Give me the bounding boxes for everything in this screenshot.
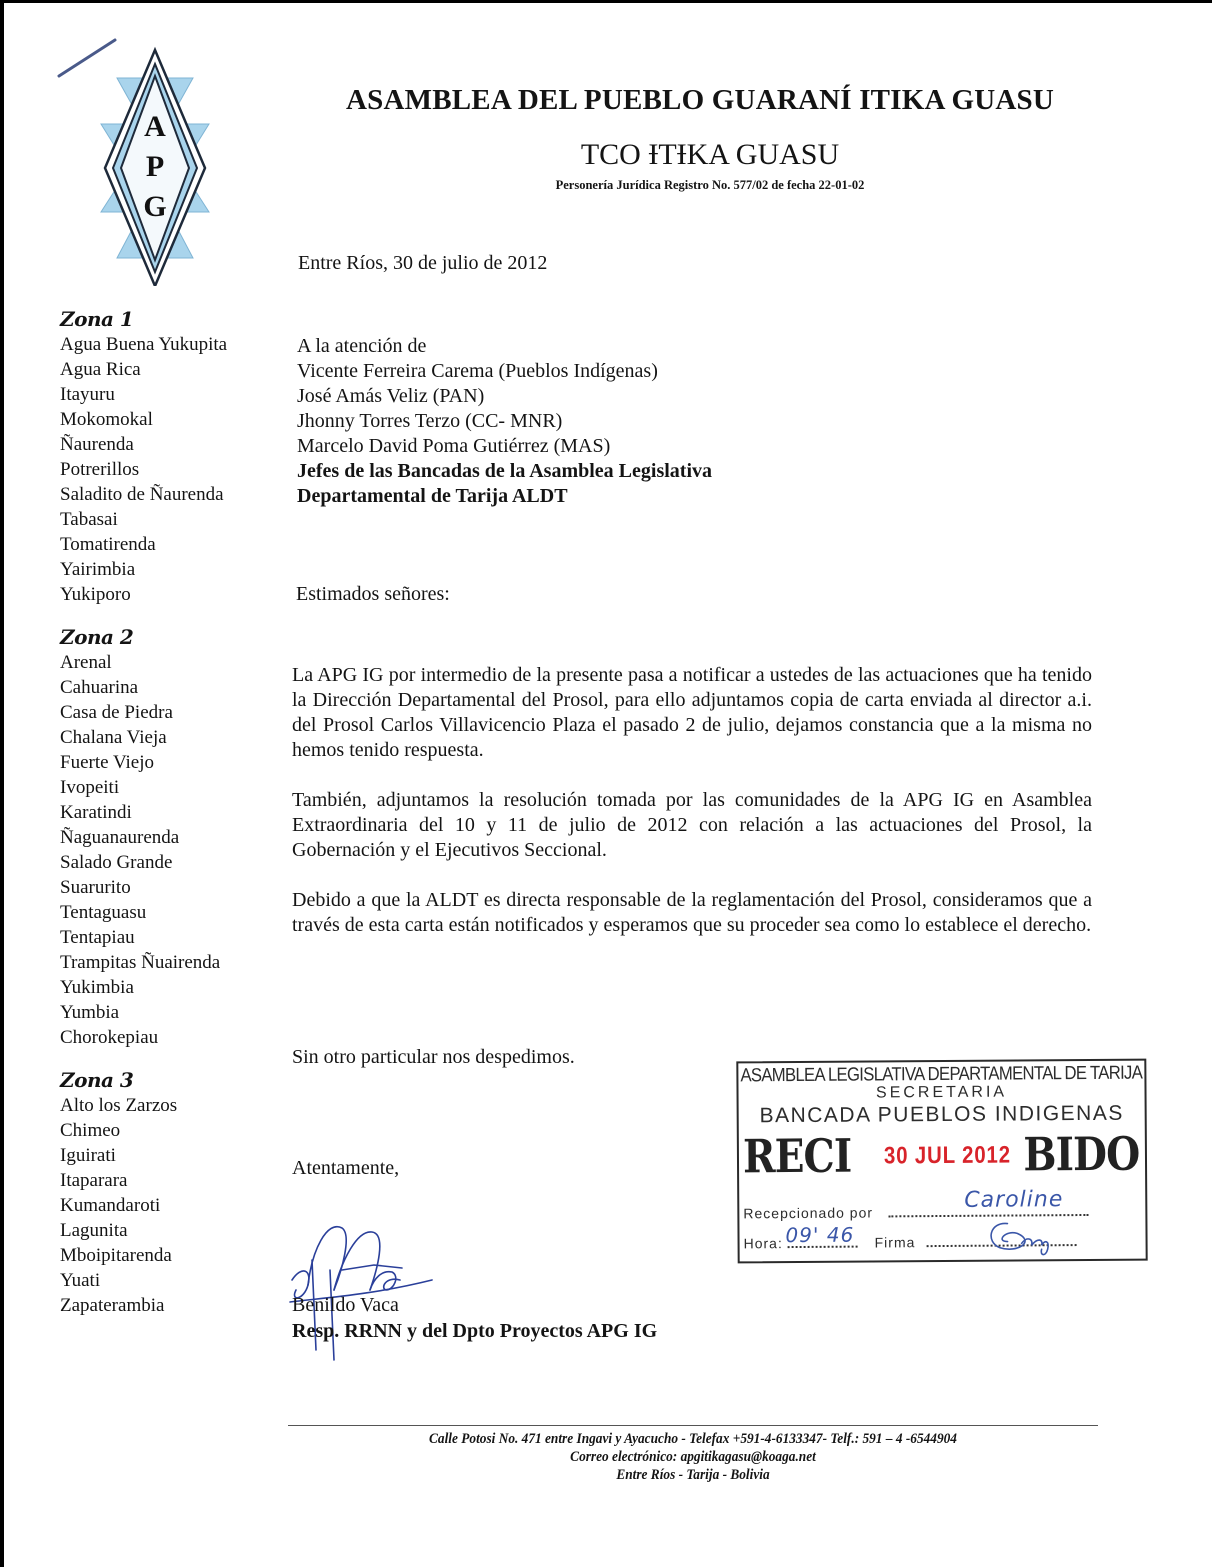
scan-border-left (0, 0, 4, 1567)
footer-email: Correo electrónico: apgitikagasu@koaga.net (570, 1449, 816, 1465)
zone-3 (60, 1067, 280, 1318)
apg-logo (55, 36, 255, 286)
signature-label: Firma (874, 1234, 916, 1251)
community-item: Casa de Piedra (60, 702, 173, 723)
community-sidebar (60, 306, 280, 1335)
recipient-title: Departamental de Tarija ALDT (297, 485, 568, 507)
stamp-date: 30 JUL 2012 (883, 1141, 1011, 1170)
recipient-block (297, 334, 712, 509)
recipient: Jhonny Torres Terzo (CC- MNR) (297, 410, 563, 432)
community-item: Arenal (60, 652, 112, 673)
handwritten-signature (282, 1210, 462, 1370)
community-item: Yuati (60, 1270, 101, 1291)
community-item: Iguirati (60, 1145, 116, 1166)
organization-title: ASAMBLEA DEL PUEBLO GUARANÍ ITIKA GUASU (346, 84, 1054, 116)
footer-address: Calle Potosi No. 471 entre Ingavi y Ayacucho - Telefax +591-4-6133347- Telf.: 591 – 4 -6544904 (429, 1431, 957, 1447)
zone-title: Zona 2 (60, 625, 134, 649)
community-item: Suarurito (60, 877, 131, 898)
time-label: Hora: (743, 1235, 783, 1252)
zone-2 (60, 624, 280, 1050)
community-item: Mboipitarenda (60, 1245, 172, 1266)
zone-2-list (60, 650, 280, 1050)
community-item: Itayuru (60, 384, 115, 405)
stamp-signature (977, 1211, 1077, 1262)
zone-title: Zona 3 (60, 1068, 134, 1092)
stamp-bido: BIDO (1022, 1126, 1140, 1182)
community-item: Yukiporo (60, 584, 131, 605)
recipient: José Amás Veliz (PAN) (297, 385, 485, 407)
stamp-reci: RECI (742, 1128, 852, 1184)
body-paragraph: También, adjuntamos la resolución tomada por las comunidades de la APG IG en Asamblea Extraordinaria del 10 y 11 de julio de 2012 con relación a las actuaciones del Prosol, la Gobernación y el Ejecutivos Seccional. (292, 789, 1092, 861)
community-item: Alto los Zarzos (60, 1095, 178, 1116)
stamp-institution: ASAMBLEA LEGISLATIVA DEPARTAMENTAL DE TARIJA (740, 1062, 1143, 1087)
community-item: Kumandaroti (60, 1195, 161, 1216)
letter-date: Entre Ríos, 30 de julio de 2012 (298, 252, 548, 274)
community-item: Trampitas Ñuairenda (60, 952, 221, 973)
community-item: Cahuarina (60, 677, 139, 698)
community-item: Salado Grande (60, 852, 173, 873)
community-item: Fuerte Viejo (60, 752, 155, 773)
signer-role: Resp. RRNN y del Dpto Proyectos APG IG (292, 1320, 658, 1342)
community-item: Potrerillos (60, 459, 140, 480)
community-item: Mokomokal (60, 409, 153, 430)
community-item: Chalana Vieja (60, 727, 167, 748)
community-item: Tomatirenda (60, 534, 156, 555)
community-item: Tentaguasu (60, 902, 147, 923)
logo-letter-g: G (143, 190, 167, 223)
zone-1-list (60, 332, 280, 607)
zone-1 (60, 306, 280, 607)
letter-body (292, 663, 1092, 963)
community-item: Lagunita (60, 1220, 128, 1241)
community-item: Agua Buena Yukupita (60, 334, 228, 355)
community-item: Chorokepiau (60, 1027, 159, 1048)
greeting: Estimados señores: (296, 583, 450, 605)
stamp-department: SECRETARIA (875, 1083, 1008, 1102)
community-item: Tentapiau (60, 927, 135, 948)
community-item: Zapaterambia (60, 1295, 165, 1316)
scan-border-top (0, 0, 1212, 3)
community-item: Ivopeiti (60, 777, 120, 798)
footer-divider (288, 1425, 1098, 1426)
community-item: Ñaurenda (60, 434, 134, 455)
received-by-label: Recepcionado por (743, 1204, 874, 1222)
logo-letter-a: A (144, 110, 166, 143)
zone-3-list (60, 1093, 280, 1318)
recipient: Marcelo David Poma Gutiérrez (MAS) (297, 435, 611, 457)
organization-subtitle: TCO ƗTƗKA GUASU (580, 138, 840, 171)
regards: Atentamente, (292, 1157, 400, 1179)
community-item: Itaparara (60, 1170, 128, 1191)
community-item: Yukimbia (60, 977, 134, 998)
received-by-handwritten: Caroline (964, 1187, 1064, 1213)
community-item: Ñaguanaurenda (60, 827, 180, 848)
community-item: Agua Rica (60, 359, 141, 380)
community-item: Yumbia (60, 1002, 120, 1023)
recipient-title: Jefes de las Bancadas de la Asamblea Legislativa (297, 460, 713, 482)
zone-title: Zona 1 (60, 307, 134, 331)
community-item: Tabasai (60, 509, 118, 530)
signer-name: Benildo Vaca (292, 1294, 399, 1316)
community-item: Saladito de Ñaurenda (60, 484, 224, 505)
community-item: Chimeo (60, 1120, 121, 1141)
body-paragraph: La APG IG por intermedio de la presente pasa a notificar a ustedes de las actuaciones que ha tenido la Dirección Departamental del Prosol, para ello adjuntamos copia de carta enviada al director a.i. del Prosol Carlos Villavicencio Plaza el pasado 2 de julio, dejamos constancia que a la misma no hemos tenido respuesta. (292, 664, 1092, 761)
community-item: Karatindi (60, 802, 132, 823)
received-stamp (736, 1059, 1147, 1264)
footer-location: Entre Ríos - Tarija - Bolivia (616, 1467, 770, 1483)
legal-registry: Personería Jurídica Registro No. 577/02 de fecha 22-01-02 (555, 178, 865, 192)
community-item: Yairimbia (60, 559, 136, 580)
recipient: Vicente Ferreira Carema (Pueblos Indígenas) (297, 360, 658, 382)
time-handwritten: 09' 46 (785, 1222, 855, 1248)
closing-line: Sin otro particular nos despedimos. (292, 1046, 575, 1068)
body-paragraph: Debido a que la ALDT es directa responsable de la reglamentación del Prosol, consideramos que a través de esta carta están notificados y esperamos que su proceder sea como lo establece el derecho. (292, 889, 1092, 936)
attention-line: A la atención de (297, 335, 427, 357)
logo-letter-p: P (145, 150, 165, 183)
footer-contact (288, 1430, 1098, 1484)
stamp-bench: BANCADA PUEBLOS INDIGENAS (759, 1101, 1124, 1128)
